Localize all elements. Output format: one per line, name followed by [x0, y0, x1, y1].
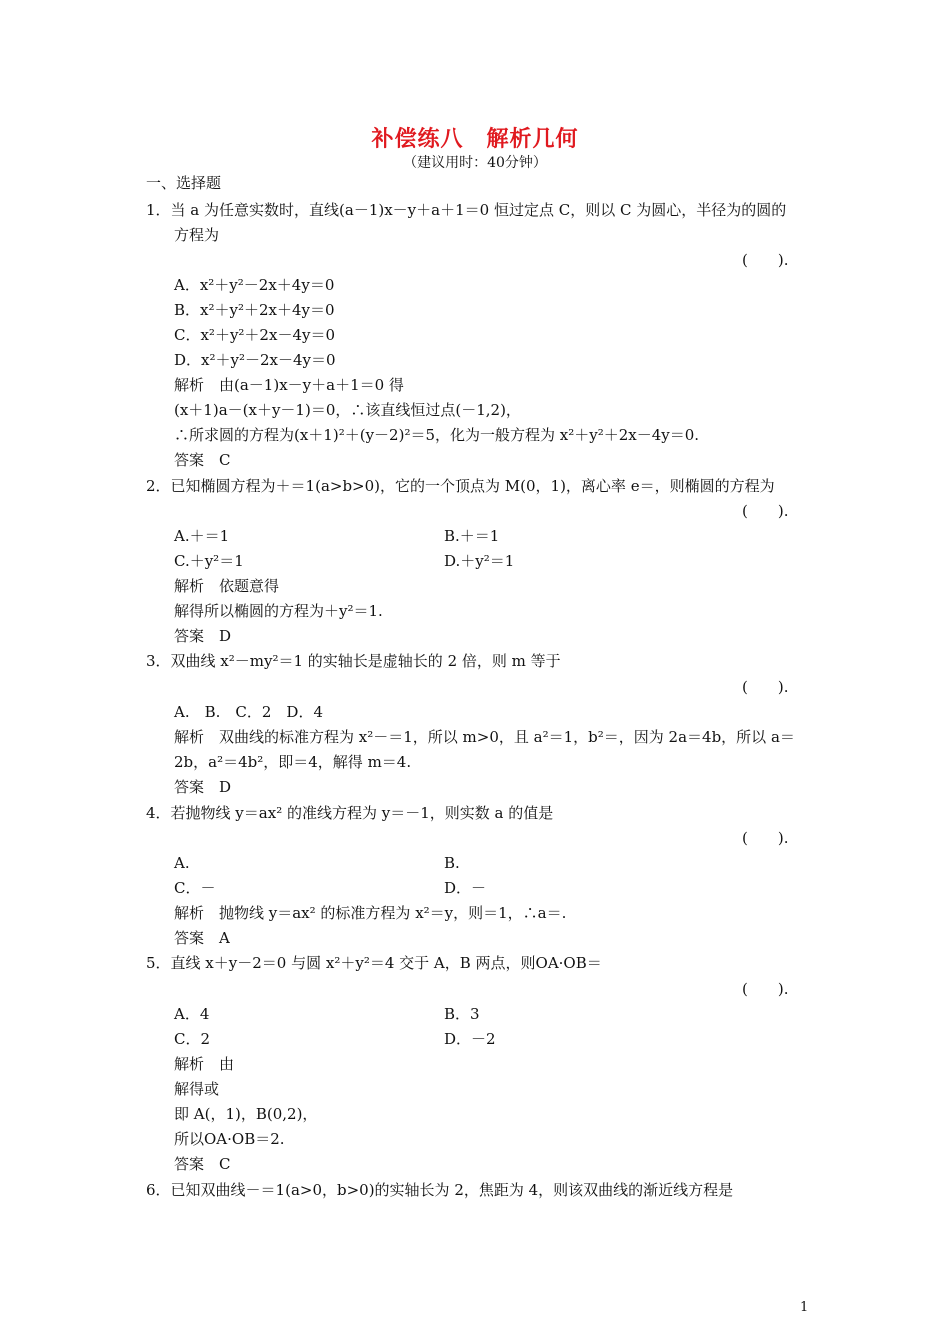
q5-solution-line3: 即 A(，1)，B(0,2)，	[174, 1105, 318, 1123]
page-title: 补偿练八 解析几何	[371, 126, 579, 152]
q1-solution-line1: 解析 由(a－1)x－y＋a＋1＝0 得	[174, 376, 404, 394]
q3-solution-line2: 2b，a²＝4b²，即＝4，解得 m＝4.	[174, 753, 412, 771]
q2-stem-line1: 2．已知椭圆方程为＋＝1(a>b>0)，它的一个顶点为 M(0，1)，离心率 e＝，则椭圆的方程为	[146, 477, 775, 495]
q1-solution-line3: ∴所求圆的方程为(x＋1)²＋(y－2)²＝5，化为一般方程为 x²＋y²＋2x－4y＝0.	[174, 426, 700, 444]
q5-option-d: D．－2	[444, 1030, 496, 1048]
q5-solution-line2: 解得或	[174, 1080, 220, 1098]
q4-stem-line1: 4．若抛物线 y＝ax² 的准线方程为 y＝－1，则实数 a 的值是	[146, 804, 554, 822]
q4-answer: 答案 A	[174, 929, 230, 947]
q5-solution-line1: 解析 由	[174, 1055, 235, 1073]
q1-option-d: D．x²＋y²－2x－4y＝0	[174, 351, 336, 369]
page-number: 1	[800, 1300, 809, 1315]
q4-solution-line1: 解析 抛物线 y＝ax² 的标准方程为 x²＝y，则＝1，∴a＝.	[174, 904, 567, 922]
q2-option-c: C.＋y²＝1	[174, 552, 244, 570]
q3-answer: 答案 D	[174, 778, 232, 796]
q4-answer-paren: ( ).	[742, 829, 789, 847]
q5-solution-line4: 所以OA·OB＝2.	[174, 1130, 285, 1148]
q5-answer-paren: ( ).	[742, 980, 789, 998]
q1-answer: 答案 C	[174, 451, 231, 469]
q5-option-b: B．3	[444, 1005, 480, 1023]
q2-solution-line1: 解析 依题意得	[174, 577, 280, 595]
page-subtitle: （建议用时：40分钟）	[403, 155, 547, 171]
q5-option-a: A．4	[174, 1005, 210, 1023]
q1-option-b: B．x²＋y²＋2x＋4y＝0	[174, 301, 335, 319]
q1-option-c: C．x²＋y²＋2x－4y＝0	[174, 326, 336, 344]
q2-option-b: B.＋＝1	[444, 527, 500, 545]
q2-option-d: D.＋y²＝1	[444, 552, 515, 570]
q4-option-d: D．－	[444, 879, 487, 897]
q3-answer-paren: ( ).	[742, 678, 789, 696]
q2-option-a: A.＋＝1	[174, 527, 230, 545]
q5-option-c: C．2	[174, 1030, 211, 1048]
q3-solution-line1: 解析 双曲线的标准方程为 x²－＝1，所以 m>0，且 a²＝1，b²＝，因为 2a＝4b，所以 a＝	[174, 728, 795, 746]
q2-solution-line2: 解得所以椭圆的方程为＋y²＝1.	[174, 602, 383, 620]
section-heading: 一、选择题	[146, 174, 222, 192]
q3-options: A. B. C．2 D．4	[174, 703, 323, 721]
q2-answer: 答案 D	[174, 627, 232, 645]
q3-stem-line1: 3．双曲线 x²－my²＝1 的实轴长是虚轴长的 2 倍，则 m 等于	[146, 652, 561, 670]
q1-solution-line2: (x＋1)a－(x＋y－1)＝0，∴该直线恒过点(－1,2)，	[174, 401, 521, 419]
q1-stem-line2: 方程为	[174, 226, 220, 244]
q4-option-b: B.	[444, 854, 460, 872]
q6-stem-line1: 6．已知双曲线－＝1(a>0，b>0)的实轴长为 2，焦距为 4，则该双曲线的渐近线方程是	[146, 1181, 734, 1199]
q4-option-c: C．－	[174, 879, 216, 897]
q4-option-a: A.	[174, 854, 190, 872]
q1-stem-line1: 1．当 a 为任意实数时，直线(a－1)x－y＋a＋1＝0 恒过定点 C，则以 C 为圆心，半径为的圆的	[146, 201, 787, 219]
q5-stem-line1: 5．直线 x＋y－2＝0 与圆 x²＋y²＝4 交于 A，B 两点，则OA·OB＝	[146, 954, 602, 972]
q1-answer-paren: ( ).	[742, 251, 789, 269]
q2-answer-paren: ( ).	[742, 502, 789, 520]
q1-option-a: A．x²＋y²－2x＋4y＝0	[174, 276, 335, 294]
q5-answer: 答案 C	[174, 1155, 231, 1173]
